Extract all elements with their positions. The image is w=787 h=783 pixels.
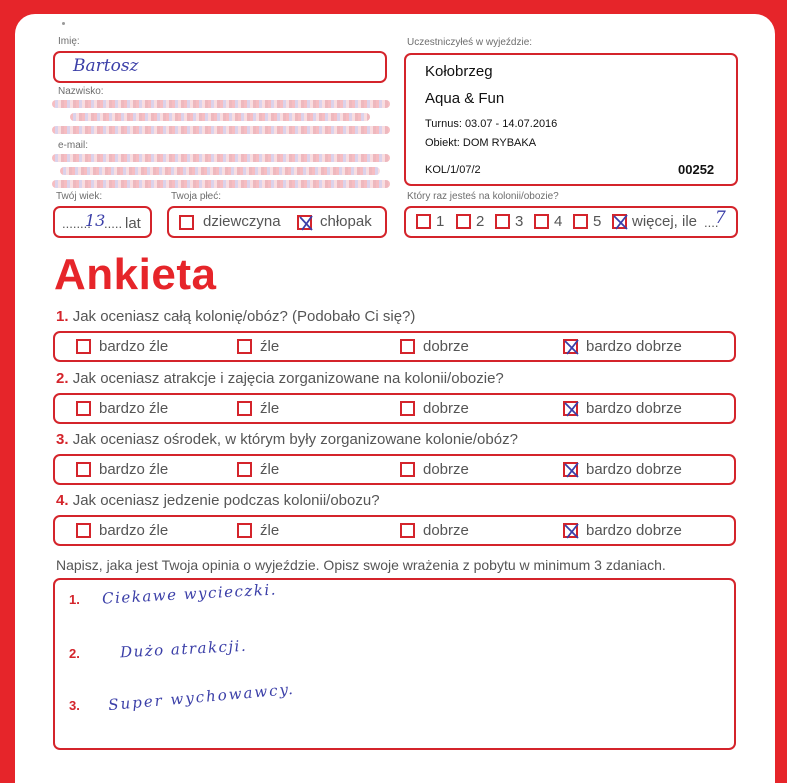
question-number: 1. <box>56 308 69 325</box>
checkbox-q2-opt4[interactable] <box>563 401 578 416</box>
corner-dot <box>62 22 65 25</box>
trip-code: KOL/1/07/2 <box>425 164 481 176</box>
option-label: bardzo dobrze <box>586 461 682 478</box>
option-label: źle <box>260 338 280 355</box>
trip-label: Uczestniczyłeś w wyjeździe: <box>407 37 533 48</box>
option-label: dobrze <box>423 522 469 539</box>
checkbox-chlopak[interactable] <box>297 215 312 230</box>
question-1-title <box>56 308 415 325</box>
question-number: 3. <box>56 431 69 448</box>
age-field[interactable] <box>53 206 152 238</box>
redacted-email <box>60 167 380 175</box>
times-dots: .... <box>704 215 719 230</box>
option-label: bardzo źle <box>99 522 169 539</box>
option-label: bardzo dobrze <box>586 338 682 355</box>
option-label: bardzo źle <box>99 400 169 417</box>
times-option-3: 3 <box>515 213 524 230</box>
checkbox-q2-opt2[interactable] <box>237 401 252 416</box>
checkbox-q1-opt4[interactable] <box>563 339 578 354</box>
checkbox-q4-opt1[interactable] <box>76 523 91 538</box>
opinion-num-3: 3. <box>69 698 80 713</box>
option-label: bardzo dobrze <box>586 400 682 417</box>
opinion-prompt: Napisz, jaka jest Twoja opinia o wyjeździe. Opisz swoje wrażenia z pobytu w minimum 3 zdaniach. <box>56 557 666 573</box>
question-4-title <box>56 492 380 509</box>
checkmark-x-icon <box>562 399 582 419</box>
question-number: 2. <box>56 370 69 387</box>
checkbox-q2-opt3[interactable] <box>400 401 415 416</box>
age-dots-after: ..... <box>104 216 123 231</box>
redacted-surname <box>52 126 390 134</box>
checkbox-times-5[interactable] <box>573 214 588 229</box>
checkbox-q3-opt4[interactable] <box>563 462 578 477</box>
redacted-email <box>52 154 390 162</box>
opinion-num-2: 2. <box>69 646 80 661</box>
trip-program: Aqua & Fun <box>425 90 505 107</box>
checkbox-times-more[interactable] <box>612 214 627 229</box>
question-text: Jak oceniasz całą kolonię/obóz? (Podobało Ci się?) <box>72 308 416 325</box>
age-dots-before: ........ <box>62 216 91 231</box>
checkbox-q1-opt2[interactable] <box>237 339 252 354</box>
checkbox-dziewczyna[interactable] <box>179 215 194 230</box>
times-option-5: 5 <box>593 213 602 230</box>
checkbox-q1-opt1[interactable] <box>76 339 91 354</box>
checkbox-q3-opt3[interactable] <box>400 462 415 477</box>
opinion-num-1: 1. <box>69 592 80 607</box>
option-label: dobrze <box>423 338 469 355</box>
option-label: bardzo źle <box>99 461 169 478</box>
name-label: Imię: <box>58 36 80 47</box>
checkbox-times-2[interactable] <box>456 214 471 229</box>
checkbox-times-4[interactable] <box>534 214 549 229</box>
times-option-2: 2 <box>476 213 485 230</box>
survey-title: Ankieta <box>54 250 217 299</box>
times-option-1: 1 <box>436 213 445 230</box>
checkmark-x-icon <box>562 460 582 480</box>
times-value: 7 <box>715 208 726 228</box>
opinion-text-1: Ciekawe wycieczki. <box>101 580 278 608</box>
checkbox-q1-opt3[interactable] <box>400 339 415 354</box>
option-label: źle <box>260 461 280 478</box>
gender-option-chlopak: chłopak <box>320 213 372 230</box>
checkbox-times-1[interactable] <box>416 214 431 229</box>
question-3-title <box>56 431 518 448</box>
trip-number: 00252 <box>678 162 715 177</box>
checkbox-times-3[interactable] <box>495 214 510 229</box>
trip-turnus: Turnus: 03.07 - 14.07.2016 <box>425 118 558 130</box>
question-2-title <box>56 370 504 387</box>
option-label: bardzo dobrze <box>586 522 682 539</box>
option-label: bardzo źle <box>99 338 169 355</box>
gender-label: Twoja płeć: <box>171 191 222 202</box>
checkbox-q2-opt1[interactable] <box>76 401 91 416</box>
option-label: źle <box>260 522 280 539</box>
age-value: 13 <box>85 211 106 230</box>
age-label: Twój wiek: <box>56 191 103 202</box>
name-value: Bartosz <box>73 56 139 76</box>
redacted-surname <box>52 100 390 108</box>
times-option-more: więcej, ile <box>632 213 698 230</box>
checkbox-q3-opt2[interactable] <box>237 462 252 477</box>
question-text: Jak oceniasz atrakcje i zajęcia zorganizowane na kolonii/obozie? <box>72 370 504 387</box>
checkmark-x-icon <box>562 337 582 357</box>
checkbox-q3-opt1[interactable] <box>76 462 91 477</box>
times-option-4: 4 <box>554 213 563 230</box>
trip-city: Kołobrzeg <box>425 63 493 80</box>
checkbox-q4-opt2[interactable] <box>237 523 252 538</box>
option-label: dobrze <box>423 400 469 417</box>
checkbox-q4-opt3[interactable] <box>400 523 415 538</box>
gender-option-dziewczyna: dziewczyna <box>203 213 281 230</box>
redacted-surname <box>70 113 370 121</box>
question-number: 4. <box>56 492 69 509</box>
age-unit: lat <box>125 215 141 232</box>
trip-obiekt: Obiekt: DOM RYBAKA <box>425 137 537 149</box>
checkmark-x-icon <box>562 521 582 541</box>
redacted-email <box>52 180 390 188</box>
surname-label: Nazwisko: <box>58 86 104 97</box>
question-text: Jak oceniasz ośrodek, w którym były zorganizowane kolonie/obóz? <box>72 431 518 448</box>
option-label: źle <box>260 400 280 417</box>
email-label: e-mail: <box>58 140 89 151</box>
name-field[interactable] <box>53 51 387 83</box>
checkbox-q4-opt4[interactable] <box>563 523 578 538</box>
opinion-text-3: Super wychowawcy. <box>107 679 296 715</box>
option-label: dobrze <box>423 461 469 478</box>
checkmark-x-icon <box>297 213 315 233</box>
question-text: Jak oceniasz jedzenie podczas kolonii/obozu? <box>72 492 380 509</box>
times-label: Który raz jesteś na kolonii/obozie? <box>407 191 559 202</box>
checkmark-x-icon <box>611 212 631 232</box>
opinion-text-2: Dużo atrakcji. <box>119 636 248 662</box>
